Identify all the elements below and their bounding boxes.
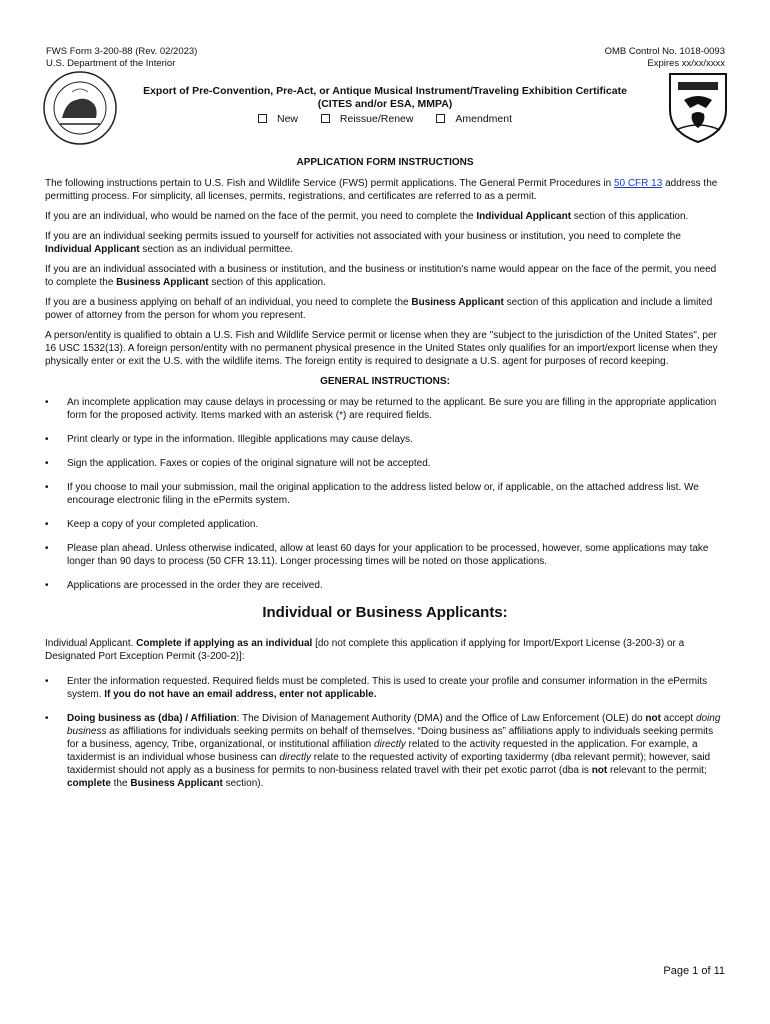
list-item: • Applications are processed in the order they are received.: [45, 579, 725, 592]
interior-seal-icon: [42, 70, 118, 146]
checkbox-reissue-renew[interactable]: [321, 114, 330, 123]
list-item: • An incomplete application may cause delays in processing or may be returned to the applicant. Be sure you are filling in the appropriate application form for the proposed activity. Items marked with an asterisk (*) are required fields.: [45, 396, 725, 422]
header-left: [46, 46, 197, 70]
list-item: • Print clearly or type in the information. Illegible applications may cause delays.: [45, 433, 725, 446]
checkbox-new[interactable]: [258, 114, 267, 123]
option-reissue-renew[interactable]: Reissue/Renew: [316, 113, 419, 125]
instructions-paragraph-2: If you are an individual, who would be named on the face of the permit, you need to complete the Individual Applicant section of this application.: [45, 211, 689, 222]
list-item: • Enter the information requested. Required fields must be completed. This is used to create your profile and consumer information in the ePermits system. If you do not have an email address, enter not applicable.: [45, 675, 725, 701]
list-item: • Sign the application. Faxes or copies of the original signature will not be accepted.: [45, 457, 725, 470]
list-item: • Doing business as (dba) / Affiliation: The Division of Management Authority (DMA) and the Office of Law Enforcement (OLE) do not accept doing business as affiliations for individuals seeking permits on behalf of themselves. “Doing business as” affiliations apply to individuals seeking permits for a business, agency, Tribe, organizational, or institutional affiliation directly related to the activity requested in the application. For example, a taxidermist is an individual whose business can directly relate to the requested activity of exporting taxidermy (dba relevant permit); however, said taxidermist should not apply as a business for permits to non-business related travel with their pet exotic parrot (dba is not relevant to the permit; complete the Business Applicant section).: [45, 712, 725, 790]
option-new[interactable]: New: [253, 113, 303, 125]
individual-applicant-intro: Individual Applicant. Complete if applying as an individual [do not complete this application if applying for Import/Export License (3-200-3) or a Designated Port Exception Permit (3-200-2)]:: [45, 638, 685, 662]
list-item: • If you choose to mail your submission, mail the original application to the address listed below or, if applicable, on the attached address list. We encourage electronic filing in the ePermits system.: [45, 481, 725, 507]
instructions-paragraph-1: The following instructions pertain to U.S. Fish and Wildlife Service (FWS) permit applications. The General Permit Procedures in 50 CFR 13 address the permitting process. For simplicity, all licenses, permits, registrations, and certificates are referred to as a permit.: [45, 178, 718, 202]
form-number: FWS Form 3-200-88 (Rev. 02/2023): [46, 46, 198, 57]
application-type-options: [120, 113, 650, 125]
option-amendment[interactable]: Amendment: [431, 113, 517, 125]
header-right: [605, 46, 725, 70]
instructions-paragraph-6: A person/entity is qualified to obtain a U.S. Fish and Wildlife Service permit or license when they are "subject to the jurisdiction of the United States", per 16 USC 1532(13). A foreign person/entity with no permanent physical presence in the United States only qualifies for an import/export license when they physically enter or exit the U.S. with the wildlife items. The foreign entity is required to designate a U.S. agent for purposes of record keeping.: [45, 330, 718, 367]
department-name: U.S. Department of the Interior: [46, 58, 176, 69]
form-title: [120, 85, 650, 111]
checkbox-amendment[interactable]: [436, 114, 445, 123]
general-instructions-list: [45, 396, 725, 592]
applicant-instructions-list: [45, 675, 725, 790]
general-instructions-heading: GENERAL INSTRUCTIONS:: [320, 376, 450, 387]
applicants-heading: Individual or Business Applicants:: [262, 604, 508, 621]
form-title-line1: Export of Pre-Convention, Pre-Act, or Antique Musical Instrument/Traveling Exhibition Certificate: [143, 85, 627, 97]
omb-control-number: OMB Control No. 1018-0093: [604, 46, 725, 57]
expiration-date: Expires xx/xx/xxxx: [647, 58, 725, 69]
list-item: • Keep a copy of your completed application.: [45, 518, 725, 531]
instructions-paragraph-5: If you are a business applying on behalf of an individual, you need to complete the Business Applicant section of this application and include a limited power of attorney from the person for whom you represent.: [45, 297, 713, 321]
instructions-content: [45, 156, 725, 801]
cfr-link[interactable]: 50 CFR 13: [613, 178, 663, 189]
list-item: • Please plan ahead. Unless otherwise indicated, allow at least 60 days for your application to be processed, however, some applications may take longer than 90 days to process (50 CFR 13.11). Longer processing times will be noted on those applications.: [45, 542, 725, 568]
page-number: Page 1 of 11: [663, 965, 725, 977]
form-title-line2: (CITES and/or ESA, MMPA): [317, 98, 453, 110]
instructions-paragraph-4: If you are an individual associated with a business or institution, and the business or institution's name would appear on the face of the permit, you need to complete the Business Applicant section of this application.: [45, 264, 717, 288]
application-instructions-heading: APPLICATION FORM INSTRUCTIONS: [296, 157, 474, 168]
instructions-paragraph-3: If you are an individual seeking permits issued to yourself for activities not associated with your business or institution, you need to complete the Individual Applicant section as an individual permittee.: [45, 231, 681, 255]
fish-wildlife-service-logo-icon: [666, 70, 730, 144]
